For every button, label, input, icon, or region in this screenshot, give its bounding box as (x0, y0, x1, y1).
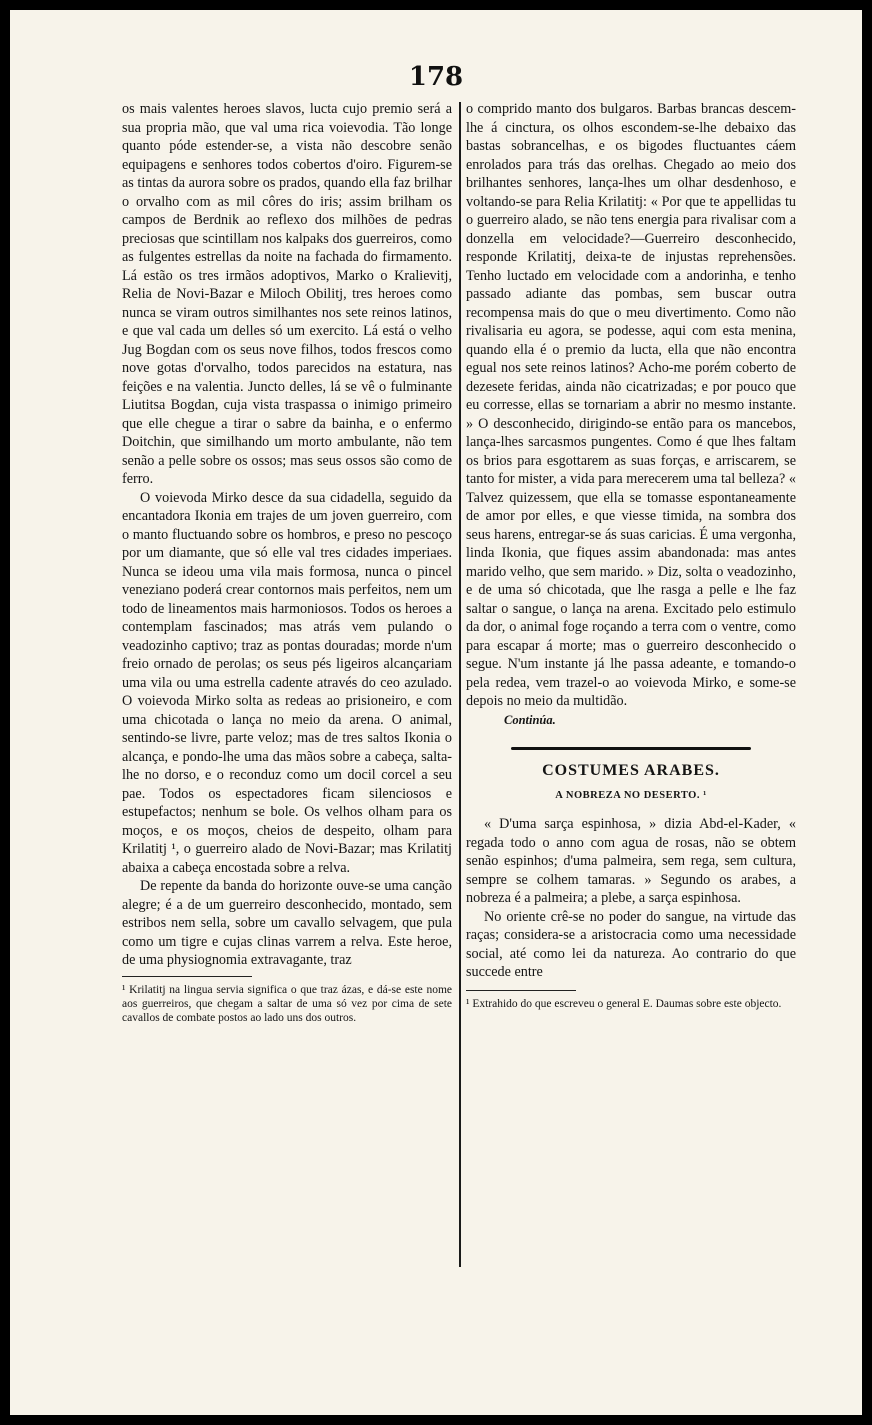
section-subtitle: A NOBREZA NO DESERTO. ¹ (555, 789, 707, 801)
left-column (122, 100, 452, 1025)
left-footnote: ¹ Krilatitj na lingua servia significa o que traz ázas, e dá-se este nome aos guerreiros, que chegam a saltar de uma só vez por cima de sete cavallos de combate postos ao lado uns dos outros. (122, 983, 452, 1024)
right-paragraph-1: o comprido manto dos bulgaros. Barbas brancas descem-lhe á cinctura, os olhos escondem-se-lhe debaixo das bastas sobrancelhas, e os bigodes fluctuantes cáem enrolados para trás das orelhas. Chegado ao meio dos brilhantes senhores, lança-lhes um olhar desdenhoso, e voltando-se para Relia Krilatitj: « Por que te appellidas tu o guerreiro alado, se não tens energia para rivalisar com a donzella em velocidade?—Guerreiro desconhecido, responde Krilatitj, deixa-te de injustas reprehensões. Tenho luctado em velocidade com a andorinha, e tenho passado adiante das pombas, sem buscar outra recompensa mais do que o meu divertimento. Como não rivalisaria eu agora, se podesse, aqui com esta menina, quando ella é o premio da lucta, ella que não encontra egual nos sete reinos latinos? Acho-me porém coberto de dezesete feridas, ainda não cicatrizadas; e por pouco que eu corresse, ellas se tornariam a abrir no mesmo instante. » O desconhecido, dirigindo-se então para os mancebos, lança-lhes sarcasmos pungentes. Como é que lhes faltam os brios para esgottarem as suas forças, e arriscarem, se tanto for mister, a vida para merecerem uma tal belleza? « Talvez quizessem, que ella se tomasse espontaneamente de amor por elles, e que viesse timida, na sombra dos seus harens, entregar-se ás suas caricias. É uma vergonha, linda Ikonia, que fiques assim abandonada: mas antes marido velho, que sem marido. » Diz, solta o veadozinho, e de uma só chicotada, que lhe rasga a pelle e lhe faz saltar o sangue, o lança na arena. Excitado pelo estimulo da dor, o animal foge roçando a terra com o ventre, como para escapar á morte; mas o guerreiro desconhecido o segue. N'um instante já lhe passa adeante, e tomando-o pela redea, vem trazel-o ao voievoda Mirko, e some-se depois no meio da multidão. (466, 101, 796, 709)
right-footnote: ¹ Extrahido do que escreveu o general E. Daumas sobre este objecto. (466, 997, 782, 1010)
footnote-divider-right (466, 990, 576, 991)
left-paragraph-1: os mais valentes heroes slavos, lucta cujo premio será a sua propria mão, que val uma rica voievodia. Tão longe quanto póde estender-se, a vista não descobre senão equipagens e senhores todos cobertos d'oiro. Figurem-se as tintas da aurora sobre os prados, quando ella faz brilhar o orvalho com as mil côres do iris; assim brilham os campos de Berdnik ao reflexo dos milhões de pedras preciosas que scintillam nos kalpaks dos guerreiros, como as fulgentes estrellas da noite na fachada do firmamento. Lá estão os tres irmãos adoptivos, Marko o Kralievitj, Relia de Novi-Bazar e Miloch Obilitj, tres heroes como nunca se viram outros similhantes nos sete reinos latinos, e que val cada um delles só um exercito. Lá está o velho Jug Bogdan com os seus nove filhos, todos frescos como nove gotas d'orvalho, todos parecidos na estatura, nas feições e na valentia. Juncto delles, lá se vê o fulminante Liutitsa Bogdan, cuja vista traspassa o inimigo primeiro que elle chegue a tirar o sabre da bainha, e o enfermo Doitchin, que similhando um morto ambulante, não tem senão a pelle sobre os ossos; mas seus ossos são como de ferro. (122, 101, 452, 487)
section-title: COSTUMES ARABES. (542, 762, 720, 779)
section-separator (511, 747, 751, 750)
left-paragraph-3: De repente da banda do horizonte ouve-se uma canção alegre; é a de um guerreiro desconhecido, montado, sem estribos nem sella, sobre um cavallo selvagem, que pula como um tigre e cujas clinas varrem a relva. Este heroe, de uma physiognomia extravagante, traz (122, 878, 452, 968)
right-paragraph-2: « D'uma sarça espinhosa, » dizia Abd-el-Kader, « regada todo o anno com agua de rosas, não se obtem senão espinhos; d'uma palmeira, sem rega, sem cultura, sempre se colhem tamaras. » Segundo os arabes, a nobreza é a palmeira; a plebe, a sarça espinhosa. (466, 816, 796, 906)
left-paragraph-2: O voievoda Mirko desce da sua cidadella, seguido da encantadora Ikonia em trajes de um joven guerreiro, com o manto fluctuando sobre os hombros, e preso no pescoço por um diamante, que só elle val tres cidades imperiaes. Nunca se ideou uma vila mais formosa, nunca o pincel veneziano poderá crear contornos mais perfeitos, nem um todo de lineamentos mais harmoniosos. Todos os heroes a contemplam fascinados; mas atrás vem pulando o veadozinho captivo; traz as pontas douradas; morde n'um freio ornado de perolas; os seus pés ligeiros alcançariam uma vila ou uma estrella cadente através do ceo azulado. O voievoda Mirko solta as redeas ao prisioneiro, e com uma chicotada o lança no meio da arena. O animal, sentindo-se livre, parte veloz; mas de tres saltos Ikonia o alcança, e pondo-lhe uma das mãos sobre a cabeça, salta-lhe no dorso, e o reconduz como um docil corcel a seu pae. Todos os espectadores ficam silenciosos e estupefactos; nenhum se bole. Os velhos olham para os moços, e os moços, cheios de despeito, olham para Krilatitj ¹, o guerreiro alado de Novi-Bazar; mas Krilatitj abaixa a cabeça encostada sobre a relva. (122, 489, 452, 876)
newspaper-page (10, 10, 862, 1415)
column-divider (459, 102, 461, 1267)
right-paragraph-3: No oriente crê-se no poder do sangue, na virtude das raças; considera-se a aristocracia como uma necessidade social, até como lei da natureza. Ao contrario do que succede entre (466, 908, 796, 980)
footnote-divider (122, 976, 252, 977)
page-number: 178 (408, 62, 464, 92)
continua-note: Continúa. (504, 712, 556, 727)
right-column (466, 100, 796, 1011)
